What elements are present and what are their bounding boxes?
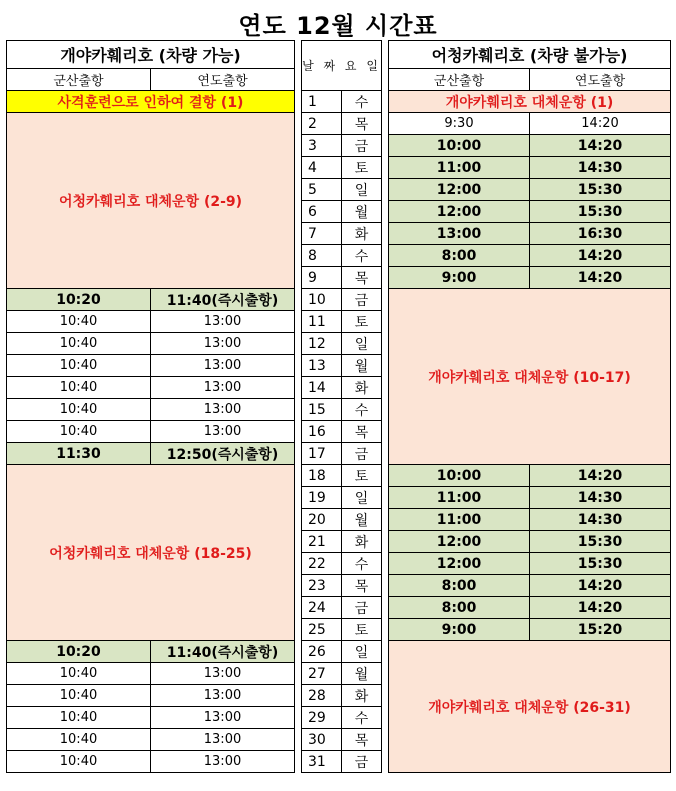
gunsan-departure-time: 10:20 (7, 641, 151, 663)
weekday-cell: 목 (342, 729, 382, 751)
date-cell: 16 (302, 421, 342, 443)
date-cell: 10 (302, 289, 342, 311)
yeondo-departure-time: 13:00 (151, 311, 295, 333)
yeondo-departure-time: 13:00 (151, 751, 295, 773)
yeondo-departure-time-right: 15:30 (530, 531, 671, 553)
gunsan-departure-time-right: 9:00 (389, 619, 530, 641)
gunsan-departure-time-right: 9:00 (389, 267, 530, 289)
date-cell: 31 (302, 751, 342, 773)
gunsan-departure-time: 10:40 (7, 399, 151, 421)
timetable (6, 40, 671, 773)
table-row (7, 641, 671, 663)
weekday-cell: 토 (342, 465, 382, 487)
gunsan-departure-time: 10:40 (7, 333, 151, 355)
gunsan-departure-time-right: 11:00 (389, 509, 530, 531)
left-alt-notice: 어청카훼리호 대체운항 (18-25) (7, 465, 295, 641)
yeondo-departure-time-right: 14:30 (530, 487, 671, 509)
col-gunsan-departure-right: 군산출항 (389, 69, 530, 91)
weekday-cell: 수 (342, 399, 382, 421)
weekday-cell: 목 (342, 113, 382, 135)
right-alt-notice: 개야카훼리호 대체운항 (1) (389, 91, 671, 113)
date-cell: 29 (302, 707, 342, 729)
weekday-cell: 일 (342, 333, 382, 355)
yeondo-departure-time-right: 14:20 (530, 113, 671, 135)
yeondo-departure-time: 11:40(즉시출항) (151, 641, 295, 663)
col-yeondo-departure: 연도출항 (151, 69, 295, 91)
yeondo-departure-time: 13:00 (151, 663, 295, 685)
date-cell: 26 (302, 641, 342, 663)
gunsan-departure-time-right: 8:00 (389, 597, 530, 619)
yeondo-departure-time: 12:50(즉시출항) (151, 443, 295, 465)
yeondo-departure-time: 13:00 (151, 377, 295, 399)
weekday-cell: 월 (342, 201, 382, 223)
weekday-cell: 수 (342, 707, 382, 729)
left-ferry-header: 개야카훼리호 (차량 가능) (7, 41, 295, 69)
left-alt-notice: 어청카훼리호 대체운항 (2-9) (7, 113, 295, 289)
right-alt-notice: 개야카훼리호 대체운항 (26-31) (389, 641, 671, 773)
gunsan-departure-time: 10:40 (7, 663, 151, 685)
date-cell: 4 (302, 157, 342, 179)
weekday-cell: 일 (342, 641, 382, 663)
yeondo-departure-time: 11:40(즉시출항) (151, 289, 295, 311)
table-row (7, 465, 671, 487)
yeondo-departure-time-right: 14:30 (530, 509, 671, 531)
weekday-cell: 월 (342, 663, 382, 685)
gunsan-departure-time-right: 12:00 (389, 553, 530, 575)
page-title: 연도 12월 시간표 (238, 12, 438, 40)
weekday-cell: 금 (342, 443, 382, 465)
col-gunsan-departure: 군산출항 (7, 69, 151, 91)
yeondo-departure-time-right: 15:30 (530, 201, 671, 223)
weekday-cell: 화 (342, 685, 382, 707)
weekday-cell: 금 (342, 135, 382, 157)
gunsan-departure-time-right: 12:00 (389, 201, 530, 223)
date-cell: 2 (302, 113, 342, 135)
weekday-cell: 화 (342, 223, 382, 245)
weekday-cell: 금 (342, 289, 382, 311)
yeondo-departure-time: 13:00 (151, 729, 295, 751)
yeondo-departure-time: 13:00 (151, 355, 295, 377)
yeondo-departure-time-right: 14:20 (530, 135, 671, 157)
cancel-notice: 사격훈련으로 인하여 결항 (1) (7, 91, 295, 113)
gunsan-departure-time-right: 11:00 (389, 157, 530, 179)
yeondo-departure-time: 13:00 (151, 399, 295, 421)
gunsan-departure-time: 10:40 (7, 707, 151, 729)
date-cell: 27 (302, 663, 342, 685)
date-cell: 14 (302, 377, 342, 399)
date-cell: 7 (302, 223, 342, 245)
weekday-cell: 목 (342, 267, 382, 289)
weekday-cell: 수 (342, 553, 382, 575)
date-cell: 30 (302, 729, 342, 751)
yeondo-departure-time: 13:00 (151, 707, 295, 729)
yeondo-departure-time: 13:00 (151, 333, 295, 355)
weekday-cell: 토 (342, 157, 382, 179)
weekday-cell: 토 (342, 311, 382, 333)
weekday-cell: 토 (342, 619, 382, 641)
right-ferry-header: 어청카훼리호 (차량 불가능) (389, 41, 671, 69)
gunsan-departure-time-right: 8:00 (389, 245, 530, 267)
weekday-cell: 금 (342, 751, 382, 773)
yeondo-departure-time: 13:00 (151, 685, 295, 707)
date-cell: 3 (302, 135, 342, 157)
yeondo-departure-time-right: 14:20 (530, 465, 671, 487)
weekday-cell: 목 (342, 575, 382, 597)
weekday-cell: 화 (342, 377, 382, 399)
date-cell: 28 (302, 685, 342, 707)
weekday-cell: 월 (342, 355, 382, 377)
gunsan-departure-time-right: 12:00 (389, 531, 530, 553)
date-cell: 8 (302, 245, 342, 267)
yeondo-departure-time-right: 14:30 (530, 157, 671, 179)
gunsan-departure-time: 10:40 (7, 751, 151, 773)
date-cell: 23 (302, 575, 342, 597)
date-cell: 24 (302, 597, 342, 619)
date-cell: 13 (302, 355, 342, 377)
yeondo-departure-time-right: 16:30 (530, 223, 671, 245)
date-cell: 1 (302, 91, 342, 113)
yeondo-departure-time-right: 14:20 (530, 267, 671, 289)
date-cell: 20 (302, 509, 342, 531)
gunsan-departure-time: 10:40 (7, 355, 151, 377)
date-cell: 15 (302, 399, 342, 421)
weekday-cell: 화 (342, 531, 382, 553)
gunsan-departure-time: 10:40 (7, 311, 151, 333)
yeondo-departure-time-right: 15:20 (530, 619, 671, 641)
table-row (7, 289, 671, 311)
weekday-cell: 목 (342, 421, 382, 443)
table-row (7, 91, 671, 113)
weekday-cell: 일 (342, 179, 382, 201)
gunsan-departure-time-right: 13:00 (389, 223, 530, 245)
date-cell: 12 (302, 333, 342, 355)
yeondo-departure-time-right: 15:30 (530, 179, 671, 201)
gunsan-departure-time-right: 10:00 (389, 135, 530, 157)
date-cell: 25 (302, 619, 342, 641)
date-cell: 9 (302, 267, 342, 289)
yeondo-departure-time-right: 14:20 (530, 575, 671, 597)
right-alt-notice: 개야카훼리호 대체운항 (10-17) (389, 289, 671, 465)
weekday-cell: 월 (342, 509, 382, 531)
gunsan-departure-time-right: 12:00 (389, 179, 530, 201)
table-row (7, 113, 671, 135)
date-cell: 18 (302, 465, 342, 487)
gunsan-departure-time-right: 9:30 (389, 113, 530, 135)
gunsan-departure-time: 10:40 (7, 421, 151, 443)
yeondo-departure-time: 13:00 (151, 421, 295, 443)
gunsan-departure-time: 10:40 (7, 685, 151, 707)
gunsan-departure-time: 10:20 (7, 289, 151, 311)
gunsan-departure-time-right: 8:00 (389, 575, 530, 597)
weekday-cell: 일 (342, 487, 382, 509)
gunsan-departure-time: 10:40 (7, 377, 151, 399)
gunsan-departure-time-right: 10:00 (389, 465, 530, 487)
yeondo-departure-time-right: 15:30 (530, 553, 671, 575)
weekday-cell: 금 (342, 597, 382, 619)
yeondo-departure-time-right: 14:20 (530, 597, 671, 619)
gunsan-departure-time: 11:30 (7, 443, 151, 465)
date-cell: 21 (302, 531, 342, 553)
weekday-cell: 수 (342, 245, 382, 267)
date-cell: 22 (302, 553, 342, 575)
yeondo-departure-time-right: 14:20 (530, 245, 671, 267)
col-yeondo-departure-right: 연도출항 (530, 69, 671, 91)
date-cell: 5 (302, 179, 342, 201)
gunsan-departure-time: 10:40 (7, 729, 151, 751)
date-cell: 6 (302, 201, 342, 223)
weekday-cell: 수 (342, 91, 382, 113)
date-day-header: 날 짜 요 일 (302, 41, 382, 91)
gunsan-departure-time-right: 11:00 (389, 487, 530, 509)
date-cell: 17 (302, 443, 342, 465)
date-cell: 11 (302, 311, 342, 333)
date-cell: 19 (302, 487, 342, 509)
